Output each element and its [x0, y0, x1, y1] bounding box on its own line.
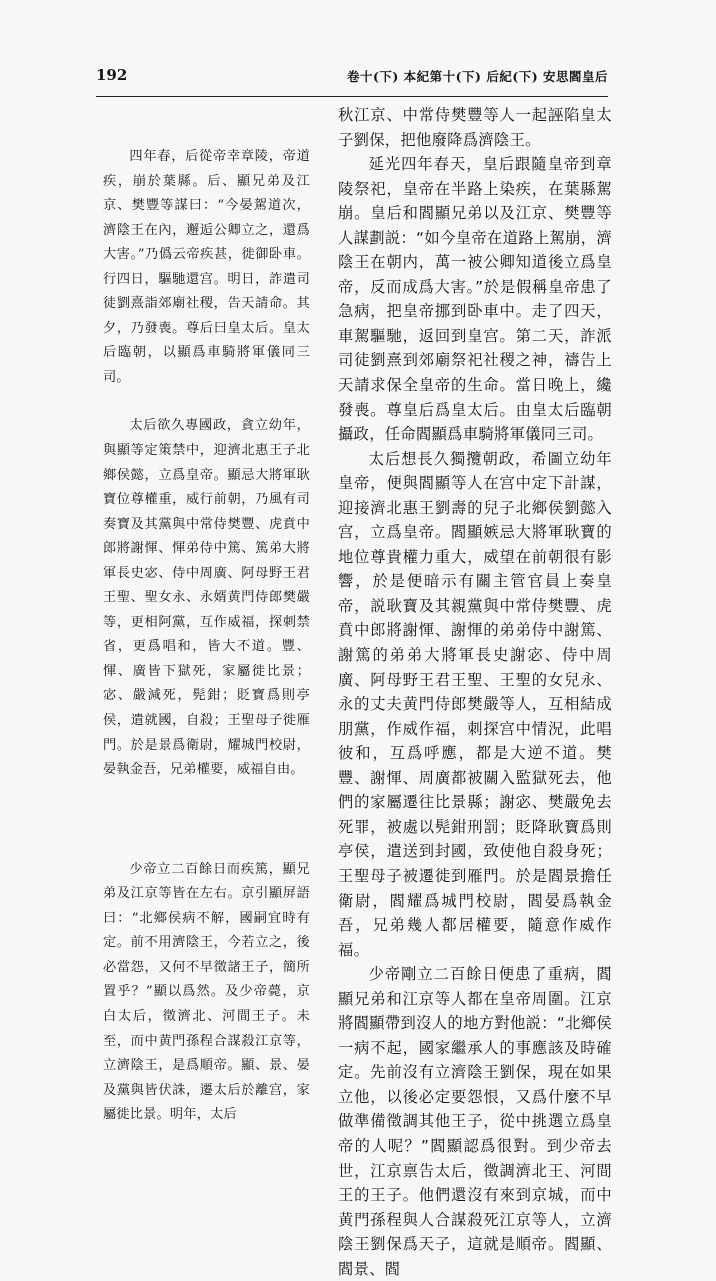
translation-paragraph-1: 延光四年春天，皇后跟隨皇帝到章陵祭祀，皇帝在半路上染疾，在葉縣駕崩。皇后和閻顯兄弟以及江京、樊豐等人謀劃説：“如今皇帝在道路上駕崩，濟陰王在朝内，萬一被公卿知道後立爲皇帝，反而成爲大害。”於是假稱皇帝患了急病，把皇帝挪到卧車中。走了四天，車駕驅馳，返回到皇宫。第二天，詐派司徒劉熹到郊廟祭祀社稷之神，禱告上天請求保全皇帝的生命。當日晚上，纔發喪。尊皇后爲皇太后。由皇太后臨朝攝政，任命閻顯爲車騎將軍儀同三司。 [338, 155, 612, 444]
header-rule [96, 96, 608, 97]
classical-paragraph-1: 四年春，后從帝幸章陵，帝道疾，崩於葉縣。后、顯兄弟及江京、樊豐等謀曰：“今晏駕道次，濟陰王在內，邂逅公卿立之，還爲大害。”乃僞云帝疾甚，徙御卧車。行四日，驅馳還宫。明日，詐遣司徒劉熹詣郊廟社稷，告天請命。其夕，乃發喪。尊后曰皇太后。皇太后臨朝，以顯爲車騎將軍儀同三司。 [103, 149, 310, 385]
classical-text-column [103, 100, 310, 1128]
translation-continuation: 秋江京、中常侍樊豐等人一起誣陷皇太子劉保，把他廢降爲濟陰王。 [338, 106, 612, 149]
translation-column [338, 103, 612, 1281]
translation-paragraph-2: 太后想長久獨攬朝政，希圖立幼年皇帝，便與閻顯等人在宫中定下計謀，迎接濟北惠王劉壽的兒子北鄉侯劉懿入宫，立爲皇帝。閻顯嫉忌大將軍耿寶的地位尊貴權力重大，威望在前朝很有影響，於是便暗示有關主管官員上奏皇帝，説耿寶及其親黨與中常侍樊豐、虎賁中郎將謝惲、謝惲的弟弟侍中謝篤、謝篤的弟弟大將軍長史謝宓、侍中周廣、阿母野王君王聖、王聖的女兒永、永的丈夫黄門侍郎樊嚴等人，互相結成朋黨，作威作福，刺探宫中情況，此唱彼和，互爲呼應，都是大逆不道。樊豐、謝惲、周廣都被關入監獄死去，他們的家屬遷往比景縣；謝宓、樊嚴免去死罪，被處以髡鉗刑罰；貶降耿寶爲則亭侯，遣送到封國，致使他自殺身死；王聖母子被遷徙到雁門。於是閻景擔任衛尉，閻耀爲城門校尉，閻晏爲執金吾，兄弟幾人都居權要，隨意作威作福。 [338, 449, 612, 959]
running-title: 卷十(下) 本紀第十(下) 后紀(下) 安思閻皇后 [346, 69, 608, 84]
page-number: 192 [96, 66, 128, 84]
classical-paragraph-2: 太后欲久專國政，貪立幼年，與顯等定策禁中，迎濟北惠王子北鄉侯懿，立爲皇帝。顯忌大將軍耿寶位尊權重，威行前朝，乃風有司奏寶及其黨與中常侍樊豐、虎賁中郎將謝惲、惲弟侍中篤、篤弟大將軍長史宓、侍中周廣、阿母野王君王聖、聖女永、永婿黄門侍郎樊嚴等，更相阿黨，互作威福，探刺禁省，更爲唱和，皆大不道。豐、惲、廣皆下獄死，家屬徙比景；宓、嚴減死，髡鉗；貶寶爲則亭侯，遣就國，自殺；王聖母子徙雁門。於是景爲衛尉，耀城門校尉，晏執金吾，兄弟權要，威福自由。 [103, 418, 310, 778]
page-header [96, 66, 608, 88]
classical-paragraph-3: 少帝立二百餘日而疾篤，顯兄弟及江京等皆在左右。京引顯屏語曰：“北鄉侯病不解，國嗣宜時有定。前不用濟陰王，今若立之，後必當怨，又何不早徵諸王子，簡所置乎？”顯以爲然。及少帝薨，京白太后，徵濟北、河間王子。未至，而中黄門孫程合謀殺江京等，立濟陰王，是爲順帝。顯、景、晏及黨與皆伏誅，遷太后於離宫，家屬徙比景。明年，太后 [103, 861, 310, 1123]
translation-paragraph-3: 少帝剛立二百餘日便患了重病，閻顯兄弟和江京等人都在皇帝周圍。江京將閻顯帶到沒人的地方對他説：“北鄉侯一病不起，國家繼承人的事應該及時確定。先前沒有立濟陰王劉保，現在如果立他，以後必定要怨恨，又爲什麼不早做準備徵調其他王子，從中挑選立爲皇帝的人呢？”閻顯認爲很對。到少帝去世，江京禀告太后，徵調濟北王、河間王的王子。他們還沒有來到京城，而中黄門孫程與人合謀殺死江京等人，立濟陰王劉保爲天子，這就是順帝。閻顯、閻景、閻 [338, 965, 612, 1278]
